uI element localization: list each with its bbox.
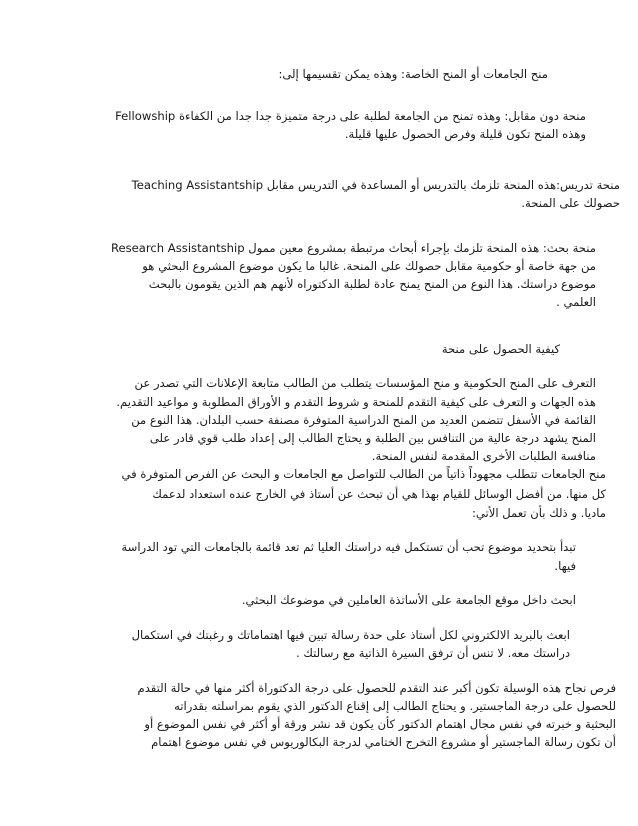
final-line-4: أن تكون رسالة الماجستير أو مشروع التخرج الختامي لدرجة البكالوريوس في نفس موضوع اهتمام: [151, 735, 616, 749]
teaching-line-2: حصولك على المنحة.: [521, 196, 620, 210]
how-para1-line-4: المنح يشهد درجة عالية من التنافس بين الطلبة و يحتاج الطالب إلى إعداد طلب قوي قادر على: [149, 431, 596, 445]
intro-line: منح الجامعات أو المنح الخاصة: وهذه يمكن تقسيمها إلى:: [278, 67, 548, 81]
research-line-4: العلمي .: [556, 295, 596, 309]
how-para1-line-3: القائمة في الأسفل تتضمن العديد من المنح الدراسية المتوفرة مصنفة حسب البلدان. هذا النوع من: [131, 413, 596, 427]
fellowship-line-2: وهذه المنح تكون قليلة وفرص الحصول عليها قليلة.: [344, 127, 586, 141]
teaching-line-1: Teaching Assistantship منحة تدريس:هذه المنحة تلزمك بالتدريس أو المساعدة في التدريس مقابل: [131, 178, 620, 192]
how-para2-line-3: ماديا. و ذلك بأن تعمل الأتي:: [471, 506, 606, 520]
step3-line-1: ابعث بالبريد الالكتروني لكل أستاذ على حدة رسالة تبين فيها اهتماماتك و رغبتك في استكمال: [131, 628, 570, 642]
research-line-1: Research Assistantship منحة بحث: هذه المنحة تلزمك بإجراء أبحاث مرتبطة بمشروع معين ممول: [110, 241, 596, 255]
step2-line: ابحث داخل موقع الجامعة على الأساتذة العاملين في موضوعك البحثي.: [241, 593, 576, 607]
research-line-3: موضوع دراستك. هذا النوع من المنح يمنح عادة لطلبة الدكتوراه لأنهم هم الذين يقومون بالبحث: [148, 277, 596, 291]
how-para2-line-1: منح الجامعات تتطلب مجهوداً ذاتياً من الطالب للتواصل مع الجامعات و البحث عن الفرص المتوفرة في: [121, 467, 606, 481]
research-line-2: من جهة خاصة أو حكومية مقابل حصولك على المنحة. غالبا ما يكون موضوع المشروع البحثي هو: [142, 259, 596, 273]
how-para2-line-2: كل منها. من أفضل الوسائل للقيام بهذا هي أن تبحث عن أستاذ في الخارج عنده استعداد لدعمك: [152, 487, 606, 501]
final-line-3: البحثية و خبرته في نفس مجال اهتمام الدكتور كأن يكون قد نشر ورقة أو أكثر في نفس الموضوع أو: [144, 717, 616, 731]
how-para1-line-5: منافسة الطلبات الأخرى المقدمة لنفس المنحة.: [371, 449, 596, 463]
final-line-2: للحصول على درجة الماجستير. و يحتاج الطالب إلى إقناع الدكتور الذي يقوم بمراسلته بقدراته: [174, 699, 616, 713]
step1-line-2: فيها.: [554, 559, 576, 573]
step1-line-1: تبدأ بتحديد موضوع تحب أن تستكمل فيه دراستك العليا ثم تعد قائمة بالجامعات التي تود الدراسة: [121, 540, 576, 554]
how-para1-line-2: هذه الجهات و التعرف على كيفية التقدم للمنحة و شروط التقدم و الأوراق المطلوبة و مواعيد التقديم.: [116, 395, 596, 409]
step3-line-2: دراستك معه. لا تنس أن ترفق السيرة الذاتية مع رسالتك .: [296, 646, 570, 660]
section-title: كيفية الحصول على منحة: [441, 342, 560, 356]
final-line-1: فرص نجاح هذه الوسيلة تكون أكبر عند التقدم للحصول على درجة الدكتوراة أكثر منها في حالة التقدم: [137, 681, 616, 695]
how-para1-line-1: التعرف على المنح الحكومية و منح المؤسسات يتطلب من الطالب متابعة الإعلانات التي تصدر عن: [134, 376, 596, 390]
fellowship-line-1: Fellowship منحة دون مقابل: وهذه تمنح من الجامعة لطلبة على درجة متميزة جدا جدا من الكفاءة: [115, 109, 586, 123]
